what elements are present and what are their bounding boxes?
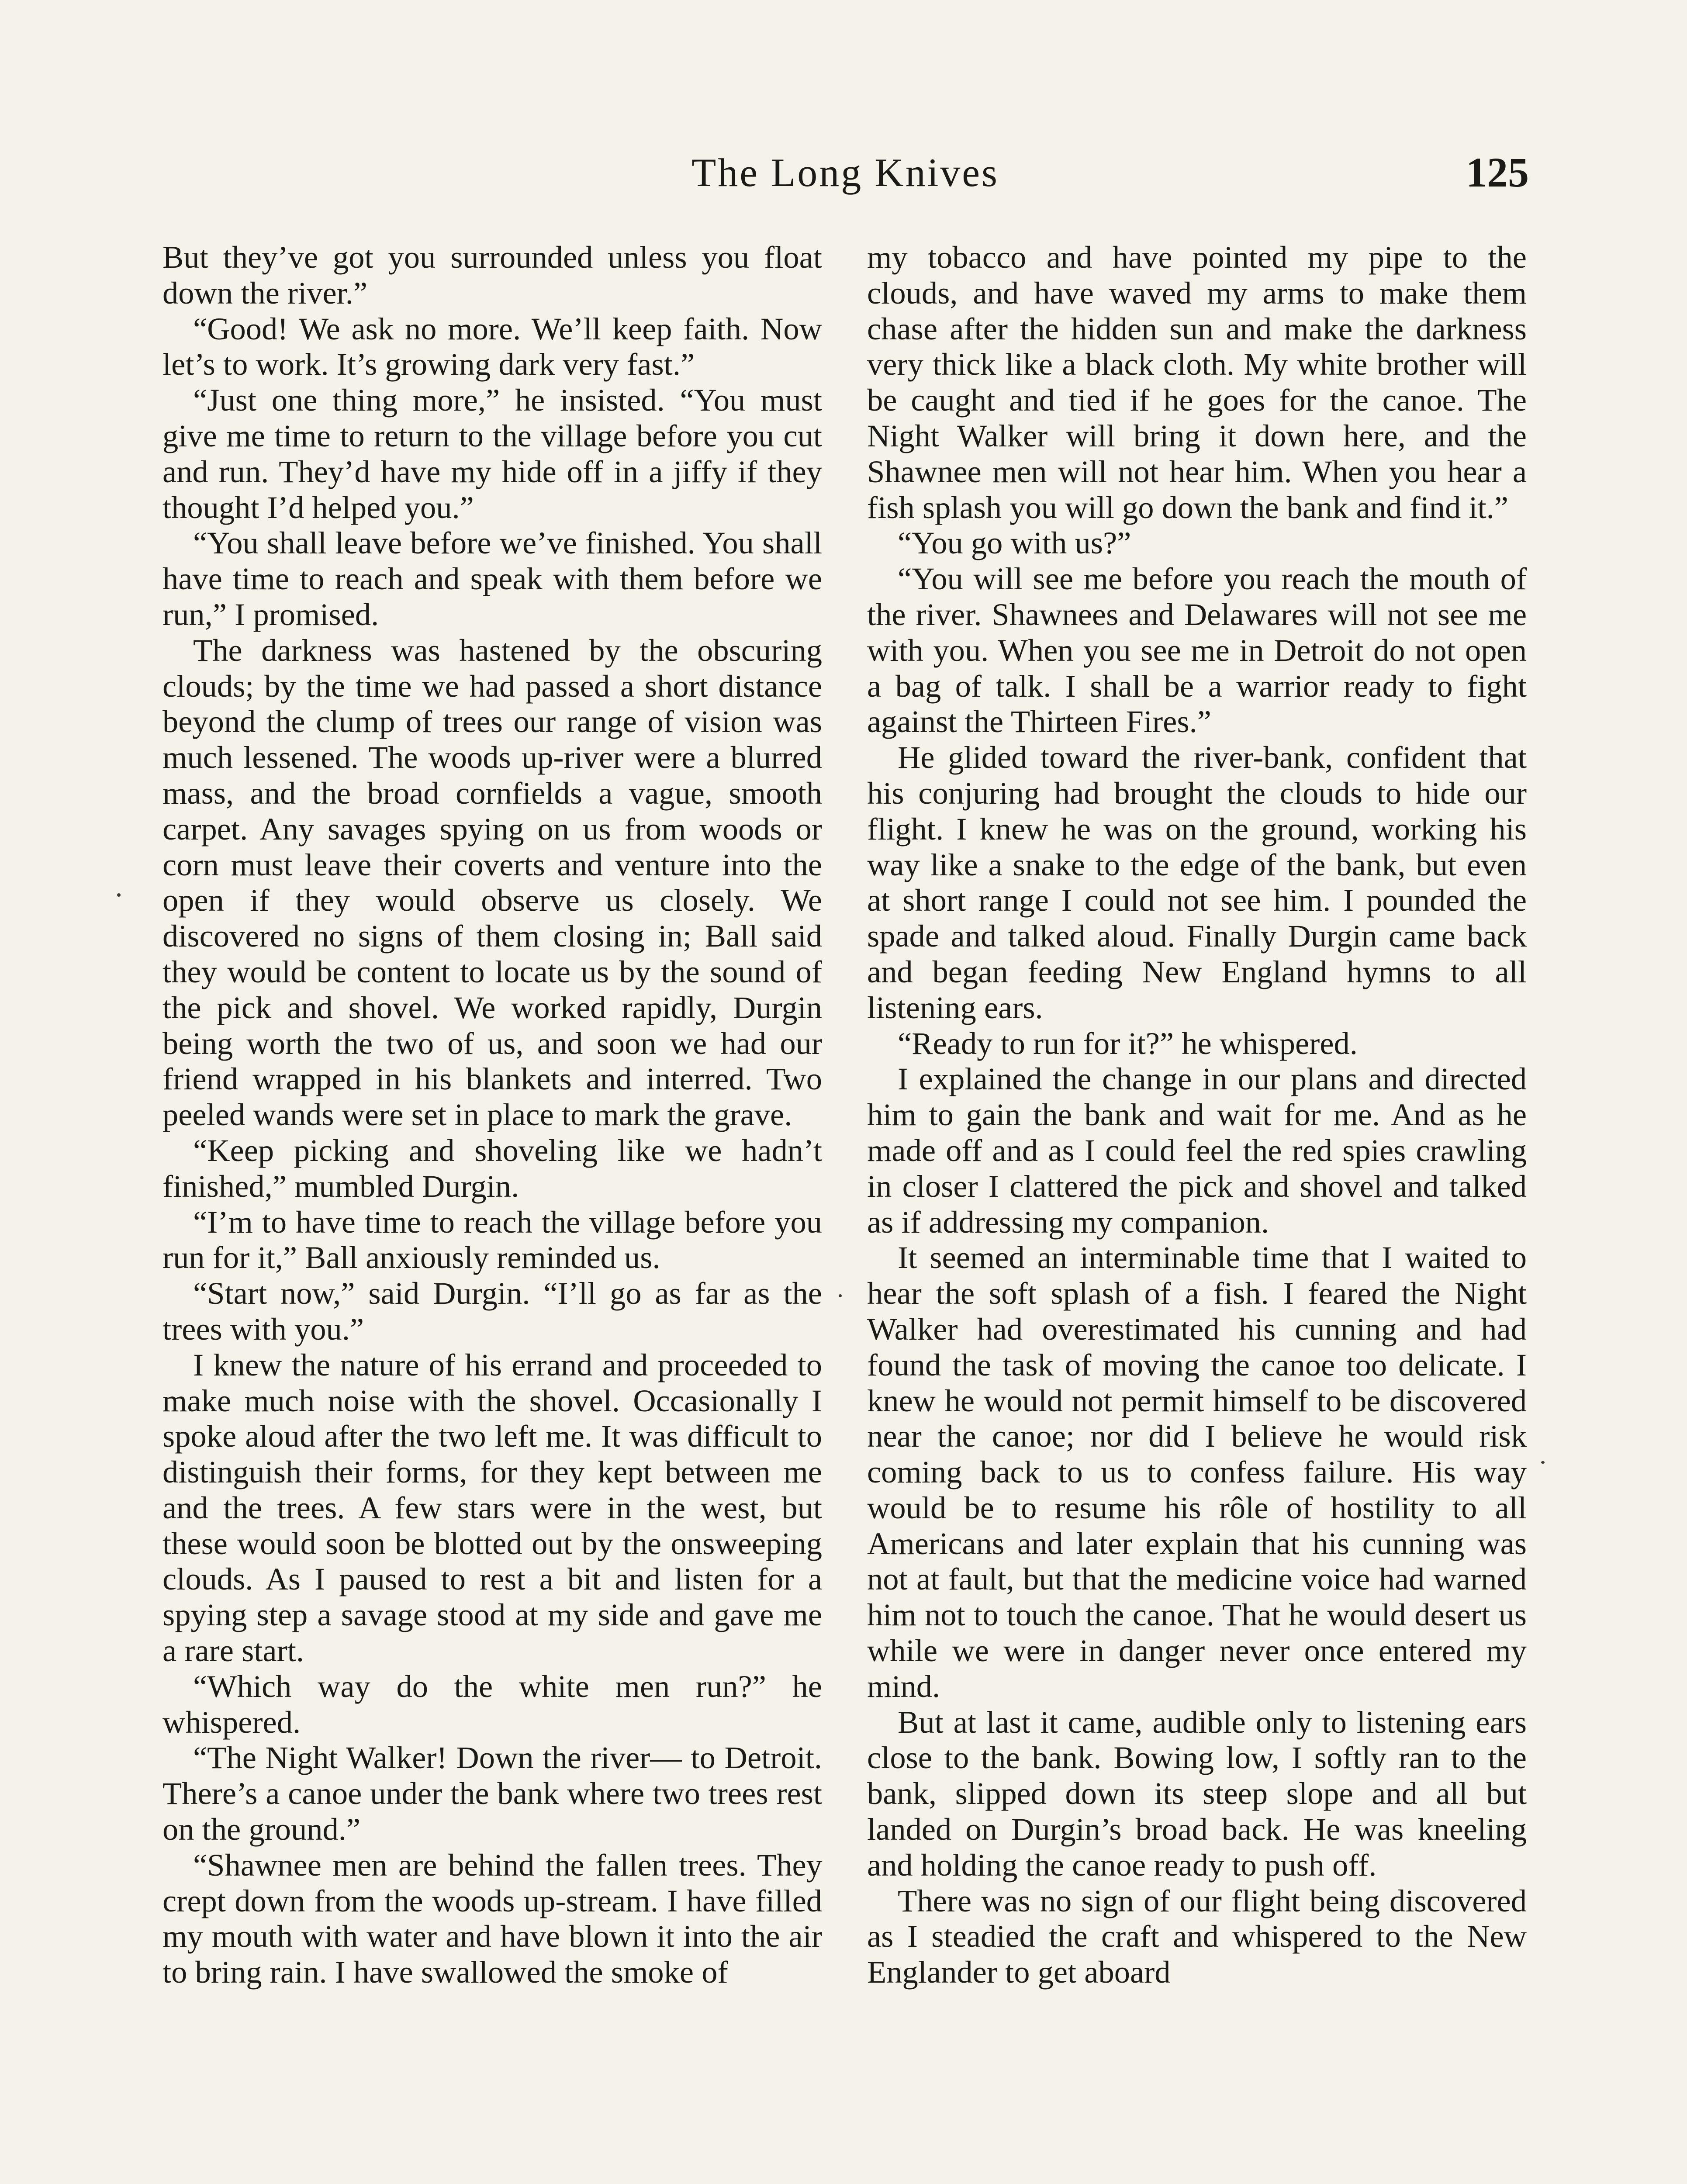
- paragraph: “Shawnee men are behind the fallen trees. They crept down from the woods up-stream. I have filled my mouth with water and have blown it into the air to bring rain. I have swallowed the smoke of: [162, 1847, 822, 1990]
- paragraph: But at last it came, audible only to listening ears close to the bank. Bowing low, I softly ran to the bank, slipped down its steep slope and all but landed on Durgin’s broad back. He was kneeling and holding the canoe ready to push off.: [867, 1704, 1527, 1883]
- paragraph: I knew the nature of his errand and proceeded to make much noise with the shovel. Occasionally I spoke aloud after the two left me. It was difficult to distinguish their forms, for they kept between me and the trees. A few stars were in the west, but these would soon be blotted out by the onsweeping clouds. As I paused to rest a bit and listen for a spying step a savage stood at my side and gave me a rare start.: [162, 1347, 822, 1669]
- paragraph: The darkness was hastened by the obscuring clouds; by the time we had passed a short distance beyond the clump of trees our range of vision was much lessened. The woods up-river were a blurred mass, and the broad cornfields a vague, smooth carpet. Any savages spying on us from woods or corn must leave their coverts and venture into the open if they would observe us closely. We discovered no signs of them closing in; Ball said they would be content to locate us by the sound of the pick and shovel. We worked rapidly, Durgin being worth the two of us, and soon we had our friend wrapped in his blankets and interred. Two peeled wands were set in place to mark the grave.: [162, 632, 822, 1133]
- print-speck: [117, 893, 121, 897]
- paragraph: “You go with us?”: [898, 525, 1131, 561]
- page-number: 125: [1466, 149, 1529, 196]
- paragraph: It seemed an interminable time that I waited to hear the soft splash of a fish. I feared the Night Walker had overestimated his cunning and had found the task of moving the canoe too delicate. I knew he would not permit himself to be discovered near the canoe; nor did I believe he would risk coming back to us to confess failure. His way would be to resume his rôle of hostility to all Americans and later explain that his cunning was not at fault, but that the medicine voice had warned him not to touch the canoe. That he would desert us while we were in danger never once entered my mind.: [867, 1240, 1527, 1704]
- paragraph: “Start now,” said Durgin. “I’ll go as far as the trees with you.”: [162, 1275, 822, 1347]
- paragraph: “Good! We ask no more. We’ll keep faith. Now let’s to work. It’s growing dark very fast.”: [162, 311, 822, 382]
- print-speck: [839, 1294, 842, 1297]
- running-title: The Long Knives: [691, 150, 999, 195]
- right-text-column: [867, 239, 1527, 1990]
- paragraph: “I’m to have time to reach the village before you run for it,” Ball anxiously reminded us.: [162, 1204, 822, 1275]
- paragraph: But they’ve got you surrounded unless you float down the river.”: [162, 239, 822, 311]
- left-text-column: [162, 239, 822, 1990]
- page-header: [162, 144, 1529, 201]
- paragraph: “Just one thing more,” he insisted. “You must give me time to return to the village before you cut and run. They’d have my hide off in a jiffy if they thought I’d helped you.”: [162, 382, 822, 525]
- paragraph: I explained the change in our plans and directed him to gain the bank and wait for me. And as he made off and as I could feel the red spies crawling in closer I clattered the pick and shovel and talked as if addressing my companion.: [867, 1061, 1527, 1240]
- paragraph: There was no sign of our flight being discovered as I steadied the craft and whispered to the New Englander to get aboard: [867, 1883, 1527, 1990]
- paragraph: “Keep picking and shoveling like we hadn’t finished,” mumbled Durgin.: [162, 1132, 822, 1204]
- paragraph: my tobacco and have pointed my pipe to the clouds, and have waved my arms to make them chase after the hidden sun and make the darkness very thick like a black cloth. My white brother will be caught and tied if he goes for the canoe. The Night Walker will bring it down here, and the Shawnee men will not hear him. When you hear a fish splash you will go down the bank and find it.”: [867, 239, 1527, 525]
- paragraph: “You will see me before you reach the mouth of the river. Shawnees and Delawares will not see me with you. When you see me in Detroit do not open a bag of talk. I shall be a warrior ready to fight against the Thirteen Fires.”: [867, 561, 1527, 740]
- paragraph: He glided toward the river-bank, confident that his conjuring had brought the clouds to hide our flight. I knew he was on the ground, working his way like a snake to the edge of the bank, but even at short range I could not see him. I pounded the spade and talked aloud. Finally Durgin came back and began feeding New England hymns to all listening ears.: [867, 740, 1527, 1025]
- paragraph: “Which way do the white men run?” he whispered.: [162, 1668, 822, 1740]
- paragraph: “You shall leave before we’ve finished. You shall have time to reach and speak with them before we run,” I promised.: [162, 525, 822, 632]
- paragraph: “Ready to run for it?” he whispered.: [898, 1025, 1358, 1061]
- print-speck: [1541, 1461, 1545, 1464]
- paragraph: “The Night Walker! Down the river— to Detroit. There’s a canoe under the bank where two trees rest on the ground.”: [162, 1740, 822, 1847]
